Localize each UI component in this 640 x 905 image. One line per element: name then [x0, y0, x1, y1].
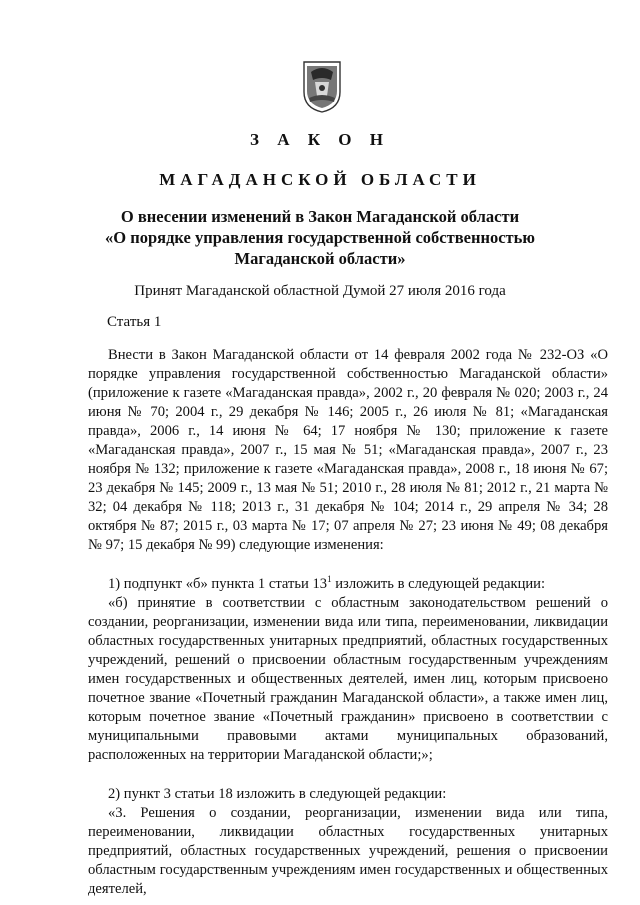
- item-2-heading: 2) пункт 3 статьи 18 изложить в следующей редакции:: [108, 786, 447, 802]
- region-title: МАГАДАНСКОЙ ОБЛАСТИ: [159, 170, 481, 189]
- coat-of-arms-icon: [301, 58, 343, 114]
- subject-line: О внесении изменений в Закон Магаданской области: [120, 207, 520, 226]
- law-title: З А К О Н: [249, 130, 391, 149]
- subject-line: «О порядке управления государственной собственностью: [105, 228, 535, 247]
- subject-line: Магаданской области»: [234, 249, 406, 268]
- item-2-paragraph: «3. Решения о создании, реорганизации, изменении вида или типа, переименовании, ликвидации областных государственных унитарных предприятий, областных государственных учреждений, решения о присвоении областным государственным учреждениям имен государственных и общественных деятелей,: [88, 805, 608, 897]
- article-heading: Статья 1: [107, 314, 162, 330]
- item-1-text: 1) подпункт «б» пункта 1 статьи 13: [108, 576, 328, 592]
- item-1-superscript: 1: [327, 574, 332, 585]
- law-subject: [60, 206, 580, 269]
- law-body: [88, 346, 608, 899]
- item-1-heading: [88, 575, 608, 594]
- adoption-note: Принят Магаданской областной Думой 27 июля 2016 года: [134, 283, 506, 299]
- item-1-paragraph: «б) принятие в соответствии с областным законодательством решений о создании, реорганизации, изменении вида или типа, переименовании, ликвидации областных государственных унитарных предприятий, областных государственных учреждений, решений о присвоении областным государственным учреждениям имен государственных и общественных деятелей, имен лиц, которым присвоено почетное звание «Почетный гражданин Магаданской области», а также имен лиц, которым почетное звание «Почетный гражданин» присвоено в соответствии с муниципальными правовыми актами муниципальных образований, расположенных на территории Магаданской области;»;: [88, 595, 608, 763]
- intro-paragraph: Внести в Закон Магаданской области от 14 февраля 2002 года № 232-ОЗ «О порядке управления государственной собственностью Магаданской области» (приложение к газете «Магаданская правда», 2002 г., 20 февраля № 020; 2003 г., 24 июня № 70; 2004 г., 29 декабря № 146; 2005 г., 26 июля № 81; «Магаданская правда», 2006 г., 14 июня № 64; 17 ноября № 130; приложение к газете «Магаданская правда», 2007 г., 15 мая № 51; «Магаданская правда», 2007 г., 23 ноября № 132; приложение к газете «Магаданская правда», 2008 г., 18 июня № 67; 23 декабря № 145; 2009 г., 13 мая № 51; 2010 г., 28 июля № 81; 2012 г., 21 марта № 32; 04 декабря № 118; 2013 г., 31 декабря № 104; 2014 г., 29 апреля № 34; 28 октября № 87; 2015 г., 03 марта № 17; 07 апреля № 27; 23 июня № 49; 08 декабря № 97; 15 декабря № 99) следующие изменения:: [88, 347, 608, 553]
- item-1-tail: изложить в следующей редакции:: [331, 576, 546, 592]
